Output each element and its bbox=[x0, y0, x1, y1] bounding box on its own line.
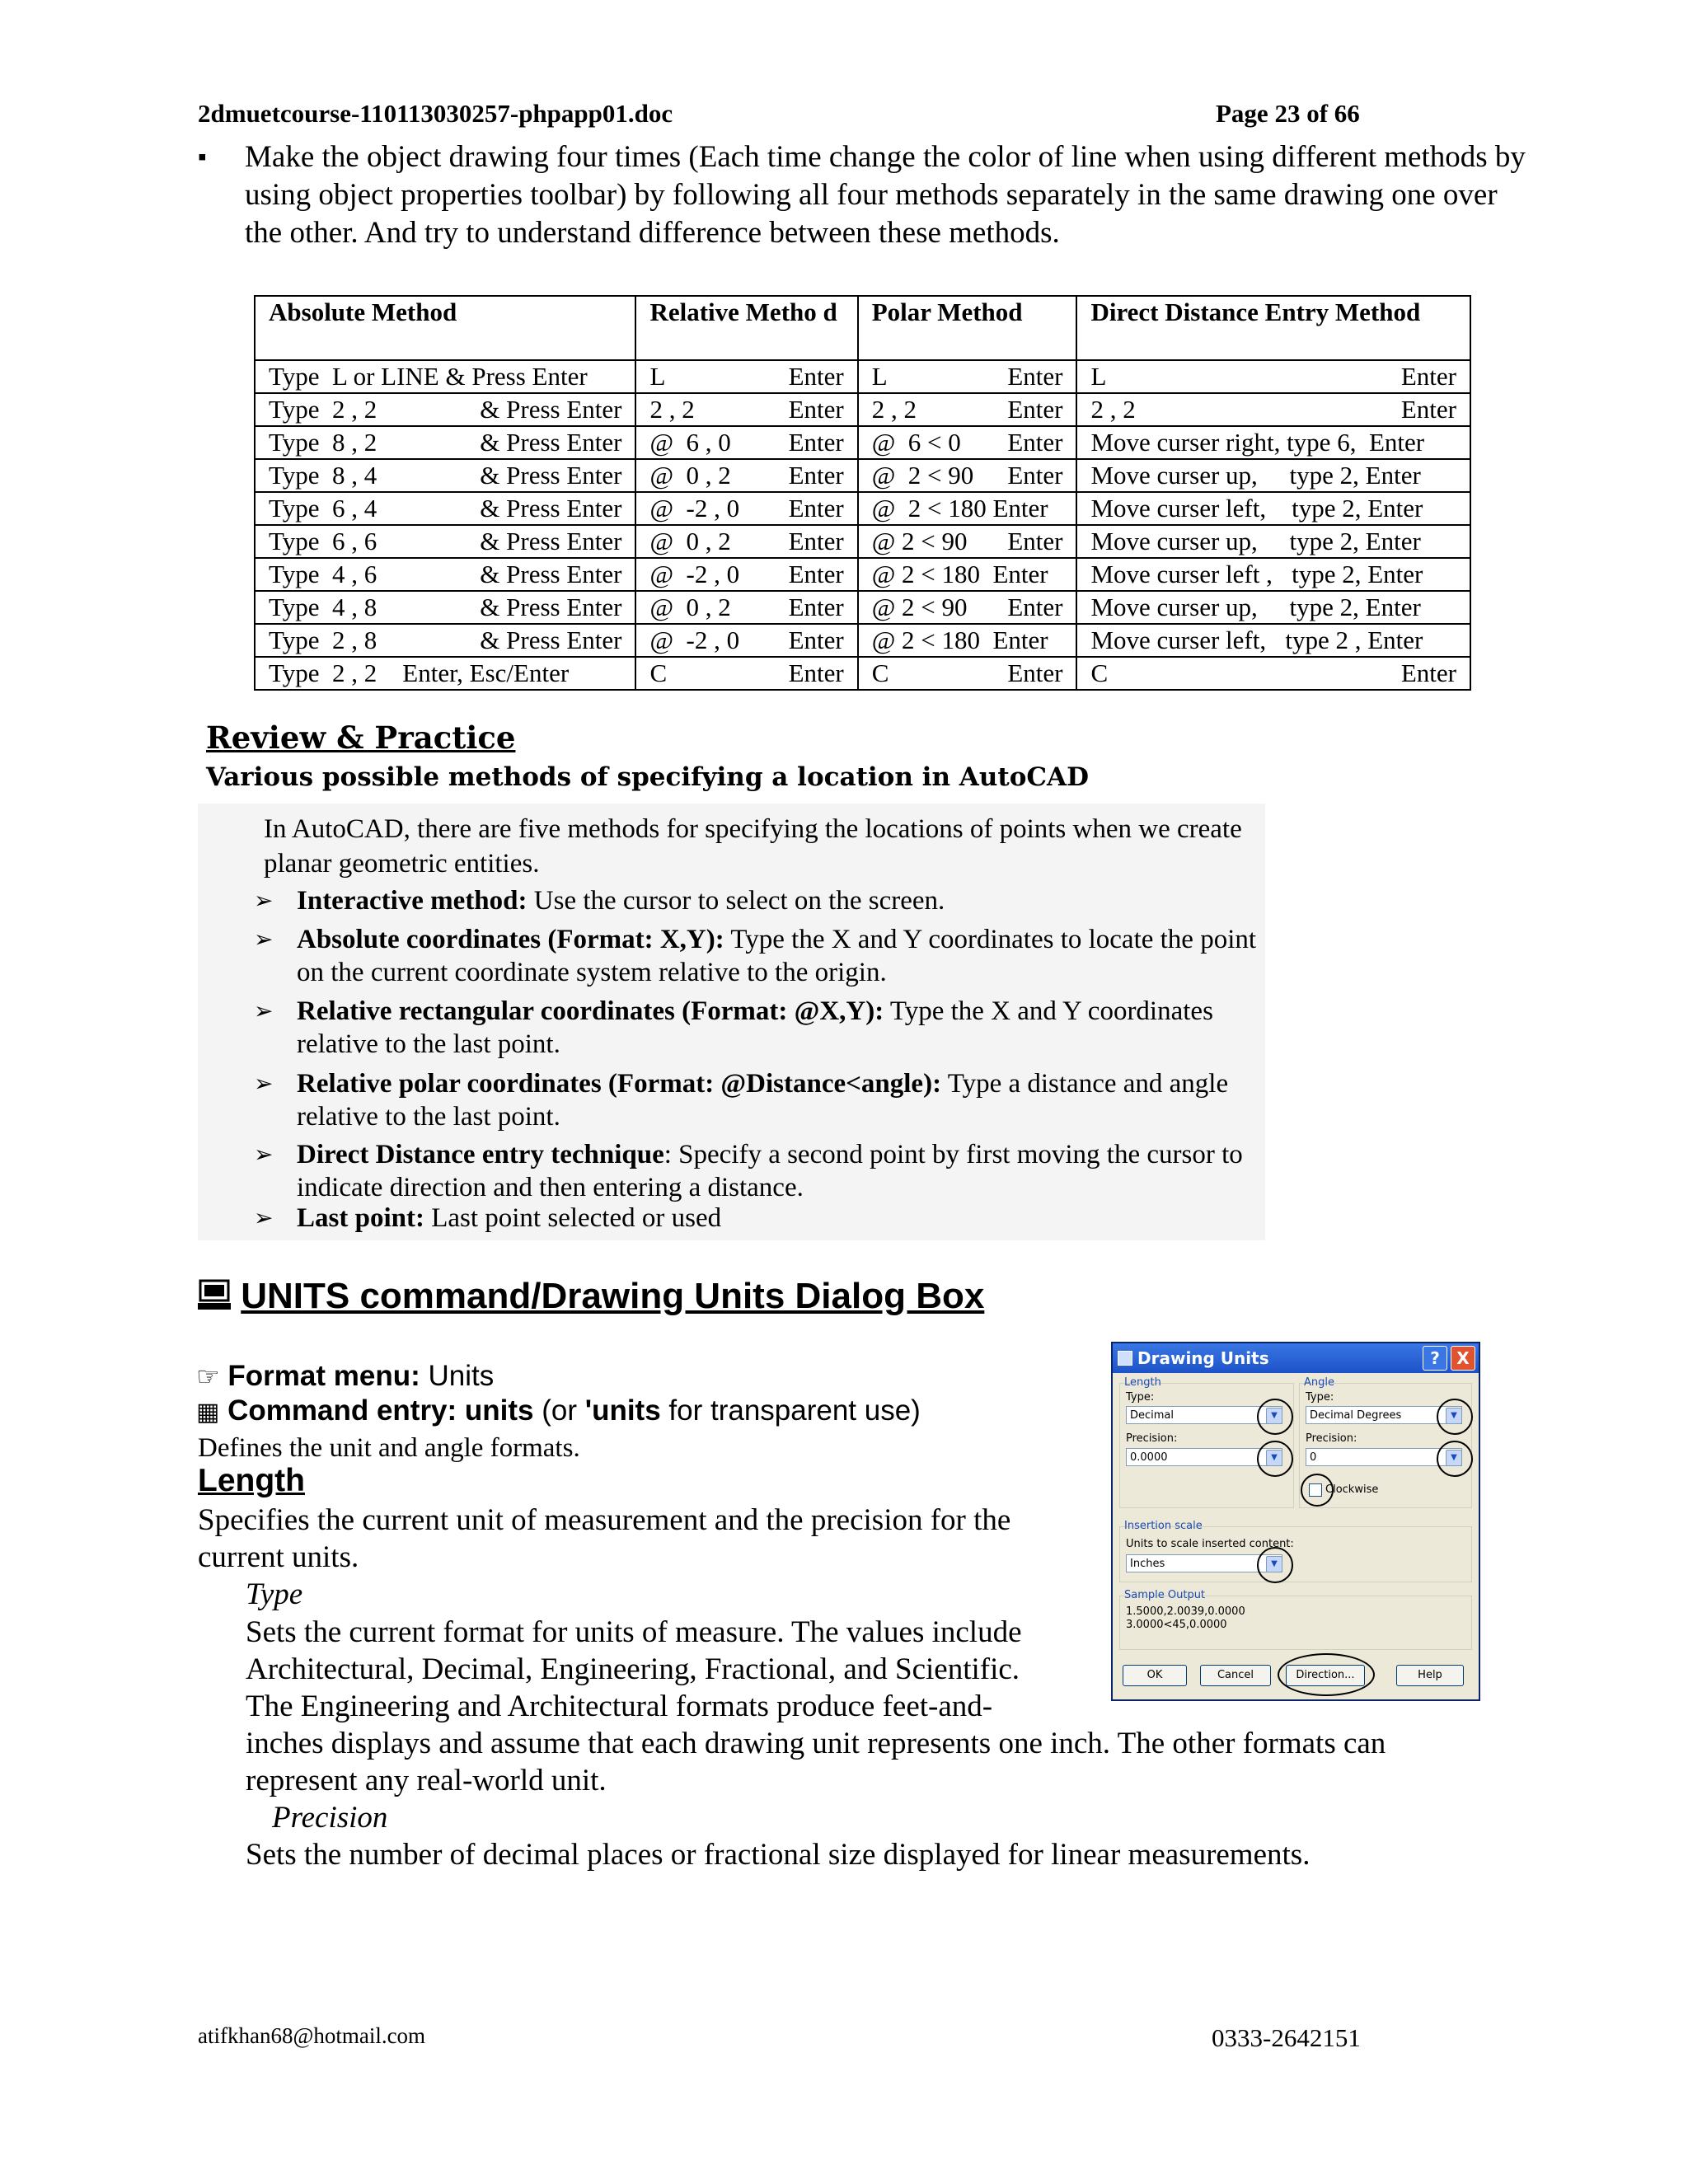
cell-text: @ -2 , 0 bbox=[649, 560, 740, 588]
review-item-desc: Type the X and Y coordinates relative to the last point. bbox=[297, 996, 1213, 1059]
review-item-text bbox=[297, 1202, 1265, 1235]
table-cell bbox=[255, 393, 635, 426]
table-cell bbox=[635, 624, 857, 657]
annotation-circle bbox=[1278, 1653, 1375, 1696]
units-title bbox=[198, 1276, 984, 1317]
drawing-units-dialog bbox=[1111, 1342, 1480, 1701]
length-type-label: Type: bbox=[1126, 1391, 1155, 1404]
type-desc-1: Sets the current format for units of measure. The values include bbox=[246, 1615, 1022, 1649]
cell-text: Type L or LINE & Press Enter bbox=[269, 362, 588, 391]
cell-action: Enter bbox=[1007, 658, 1063, 687]
cell-action: & Press Enter bbox=[480, 494, 622, 523]
table-cell bbox=[858, 558, 1077, 591]
page-number: Page 23 of 66 bbox=[1216, 99, 1360, 128]
cell-text: Move curser left , type 2, Enter bbox=[1090, 560, 1423, 588]
direction-button[interactable]: Direction... bbox=[1286, 1665, 1365, 1686]
units-title-text: UNITS command/Drawing Units Dialog Box bbox=[241, 1276, 985, 1316]
dialog-titlebar bbox=[1113, 1343, 1479, 1373]
table-cell bbox=[858, 657, 1077, 690]
command-entry-transparent: 'units bbox=[584, 1394, 661, 1427]
table-row bbox=[255, 657, 1470, 690]
table-cell bbox=[635, 393, 857, 426]
arrow-bullet-icon: ➢ bbox=[254, 887, 274, 914]
arrow-bullet-icon: ➢ bbox=[254, 926, 274, 953]
table-cell bbox=[255, 657, 635, 690]
cell-action: Enter bbox=[788, 461, 844, 490]
type-heading: Type bbox=[246, 1577, 303, 1611]
table-row bbox=[255, 393, 1470, 426]
annotation-circle bbox=[1257, 1441, 1293, 1477]
review-item-bold: Last point: bbox=[297, 1203, 424, 1233]
command-entry-text: (or bbox=[533, 1394, 585, 1427]
review-item-desc: Type the X and Y coordinates to locate the point on the current coordinate system relative to the origin. bbox=[297, 925, 1257, 987]
sample-output-2: 3.0000<45,0.0000 bbox=[1126, 1619, 1227, 1631]
review-subtitle: Various possible methods of specifying a location in AutoCAD bbox=[206, 762, 1089, 792]
cell-text: @ 0 , 2 bbox=[649, 461, 731, 490]
cell-action: Enter bbox=[788, 560, 844, 588]
table-cell bbox=[1076, 360, 1470, 393]
cell-action: Enter bbox=[1007, 395, 1063, 424]
cell-text: @ 2 < 180 Enter bbox=[871, 626, 1048, 654]
table-row bbox=[255, 591, 1470, 624]
table-cell bbox=[858, 459, 1077, 492]
length-precision-select[interactable]: 0.0000 bbox=[1126, 1448, 1282, 1466]
table-header-cell: Polar Method bbox=[858, 296, 1077, 360]
cell-action: & Press Enter bbox=[480, 593, 622, 621]
cell-action: Enter bbox=[788, 395, 844, 424]
cell-text: @ 2 < 180 Enter bbox=[871, 494, 1048, 523]
insertion-label: Units to scale inserted content: bbox=[1126, 1538, 1294, 1550]
cell-action: & Press Enter bbox=[480, 395, 622, 424]
cell-text: Type 2 , 8 bbox=[269, 626, 377, 654]
cell-action: & Press Enter bbox=[480, 527, 622, 555]
cell-text: Type 2 , 2 Enter, Esc/Enter bbox=[269, 658, 570, 687]
cell-text: C bbox=[871, 658, 889, 687]
cell-action: & Press Enter bbox=[480, 560, 622, 588]
arrow-bullet-icon: ➢ bbox=[254, 1141, 274, 1168]
insertion-group-label: Insertion scale bbox=[1124, 1520, 1203, 1532]
annotation-circle bbox=[1257, 1547, 1293, 1583]
cell-text: @ 2 < 90 bbox=[871, 461, 974, 490]
precision-desc: Sets the number of decimal places or fractional size displayed for linear measurements. bbox=[246, 1838, 1311, 1872]
table-row bbox=[255, 558, 1470, 591]
table-cell bbox=[635, 426, 857, 459]
help-button[interactable]: Help bbox=[1396, 1665, 1464, 1686]
table-cell bbox=[858, 492, 1077, 525]
cell-action: Enter bbox=[788, 428, 844, 457]
table-row bbox=[255, 525, 1470, 558]
cell-text: Move curser right, type 6, Enter bbox=[1090, 428, 1425, 457]
cell-text: L bbox=[649, 362, 666, 391]
cell-text: C bbox=[1090, 658, 1109, 687]
cell-action: Enter bbox=[1007, 428, 1063, 457]
cancel-button[interactable]: Cancel bbox=[1200, 1665, 1271, 1686]
table-cell bbox=[635, 492, 857, 525]
cell-text: Move curser up, type 2, Enter bbox=[1090, 593, 1421, 621]
cell-action: Enter bbox=[788, 593, 844, 621]
chevron-down-icon[interactable]: ▼ bbox=[1266, 1556, 1282, 1572]
table-cell bbox=[1076, 624, 1470, 657]
angle-type-label: Type: bbox=[1306, 1391, 1334, 1404]
cell-action: & Press Enter bbox=[480, 461, 622, 490]
cell-text: @ 0 , 2 bbox=[649, 527, 731, 555]
cell-text: @ -2 , 0 bbox=[649, 494, 740, 523]
length-group-label: Length bbox=[1124, 1376, 1161, 1389]
cell-text: Move curser left, type 2 , Enter bbox=[1090, 626, 1423, 654]
cell-text: @ 0 , 2 bbox=[649, 593, 731, 621]
arrow-bullet-icon: ➢ bbox=[254, 997, 274, 1024]
cell-action: Enter bbox=[788, 527, 844, 555]
review-item-desc: : Specify a second point by first moving the cursor to indicate direction and then entering a distance. bbox=[297, 1140, 1243, 1202]
table-cell bbox=[1076, 393, 1470, 426]
table-cell bbox=[858, 591, 1077, 624]
table-cell bbox=[858, 624, 1077, 657]
review-item-bold: Direct Distance entry technique bbox=[297, 1140, 664, 1169]
table-cell bbox=[635, 360, 857, 393]
command-entry-text-2: for transparent use) bbox=[660, 1394, 921, 1427]
table-cell bbox=[858, 525, 1077, 558]
table-cell bbox=[858, 393, 1077, 426]
table-cell bbox=[635, 558, 857, 591]
table-cell bbox=[255, 459, 635, 492]
type-desc-5: represent any real-world unit. bbox=[246, 1764, 607, 1797]
cell-text: @ -2 , 0 bbox=[649, 626, 740, 654]
annotation-circle bbox=[1437, 1399, 1473, 1435]
table-header-cell: Direct Distance Entry Method bbox=[1076, 296, 1470, 360]
table-cell bbox=[635, 657, 857, 690]
intro-bullet-text: Make the object drawing four times (Each time change the color of line when using different methods by using object properties toolbar) by following all four methods separately in the same drawing one over the other. And try to understand difference between these methods. bbox=[245, 140, 1526, 250]
cell-text: Type 4 , 6 bbox=[269, 560, 377, 588]
cell-action: Enter bbox=[1007, 362, 1063, 391]
cell-action: Enter bbox=[788, 362, 844, 391]
dialog-title: Drawing Units bbox=[1137, 1348, 1269, 1368]
cell-text: Type 6 , 4 bbox=[269, 494, 377, 523]
table-cell bbox=[1076, 525, 1470, 558]
cell-action: Enter bbox=[1007, 527, 1063, 555]
table-cell bbox=[1076, 657, 1470, 690]
table-cell bbox=[635, 591, 857, 624]
table-row bbox=[255, 360, 1470, 393]
table-cell bbox=[255, 360, 635, 393]
angle-type-select[interactable]: Decimal Degrees bbox=[1306, 1406, 1462, 1424]
cell-text: Type 4 , 8 bbox=[269, 593, 377, 621]
doc-filename: 2dmuetcourse-110113030257-phpapp01.doc bbox=[198, 99, 673, 128]
table-cell bbox=[255, 426, 635, 459]
table-cell bbox=[1076, 492, 1470, 525]
defines-text: Defines the unit and angle formats. bbox=[198, 1433, 580, 1463]
angle-group-label: Angle bbox=[1304, 1376, 1334, 1389]
cell-action: Enter bbox=[788, 658, 844, 687]
cell-text: L bbox=[871, 362, 888, 391]
review-item-bold: Relative rectangular coordinates (Format: @X,Y): bbox=[297, 996, 884, 1026]
table-cell bbox=[1076, 558, 1470, 591]
cell-text: 2 , 2 bbox=[871, 395, 917, 424]
footer-email: atifkhan68@hotmail.com bbox=[198, 2023, 426, 2048]
cell-action: Enter bbox=[788, 626, 844, 654]
cell-text: @ 2 < 90 bbox=[871, 527, 968, 555]
cell-action: Enter bbox=[1400, 658, 1456, 687]
review-item-desc: Type a distance and angle relative to the last point. bbox=[297, 1069, 1229, 1132]
close-titlebar-button[interactable]: X bbox=[1451, 1346, 1475, 1371]
table-cell bbox=[255, 624, 635, 657]
table-header-cell: Relative Metho d bbox=[635, 296, 857, 360]
cell-text: @ 2 < 90 bbox=[871, 593, 968, 621]
precision-heading: Precision bbox=[272, 1801, 388, 1835]
review-section bbox=[206, 719, 1089, 792]
angle-precision-label: Precision: bbox=[1306, 1432, 1357, 1445]
cell-action: & Press Enter bbox=[480, 428, 622, 457]
cell-action: Enter bbox=[1007, 593, 1063, 621]
length-heading: Length bbox=[198, 1463, 305, 1498]
review-item-text bbox=[297, 923, 1265, 989]
review-item-text bbox=[297, 1138, 1265, 1204]
command-entry-line bbox=[196, 1394, 921, 1427]
cell-text: Move curser left, type 2, Enter bbox=[1090, 494, 1423, 523]
cell-action: Enter bbox=[1400, 395, 1456, 424]
arrow-bullet-icon: ➢ bbox=[254, 1070, 274, 1097]
table-cell bbox=[255, 591, 635, 624]
table-row bbox=[255, 624, 1470, 657]
footer-phone: 0333-2642151 bbox=[1212, 2023, 1361, 2052]
chevron-down-icon[interactable]: ▼ bbox=[1266, 1450, 1282, 1466]
review-intro: In AutoCAD, there are five methods for specifying the locations of points when we create planar geometric entities. bbox=[264, 814, 1242, 879]
cell-action: Enter bbox=[788, 494, 844, 523]
annotation-circle bbox=[1257, 1399, 1293, 1435]
cell-text: @ 6 , 0 bbox=[649, 428, 731, 457]
table-cell bbox=[858, 426, 1077, 459]
type-desc-2: Architectural, Decimal, Engineering, Fractional, and Scientific. bbox=[246, 1652, 1020, 1686]
review-item-bold: Absolute coordinates (Format: X,Y): bbox=[297, 925, 724, 954]
cell-action: & Press Enter bbox=[480, 626, 622, 654]
table-cell bbox=[255, 525, 635, 558]
cell-text: @ 6 < 0 bbox=[871, 428, 961, 457]
chevron-down-icon[interactable]: ▼ bbox=[1266, 1408, 1282, 1424]
table-cell bbox=[1076, 426, 1470, 459]
review-item-text bbox=[297, 995, 1265, 1061]
cell-text: Type 6 , 6 bbox=[269, 527, 377, 555]
coord-methods-table bbox=[254, 295, 1471, 691]
table-cell bbox=[1076, 459, 1470, 492]
cell-text: Move curser up, type 2, Enter bbox=[1090, 461, 1421, 490]
cell-text: Type 8 , 4 bbox=[269, 461, 377, 490]
table-cell bbox=[858, 360, 1077, 393]
cell-action: Enter bbox=[1007, 461, 1063, 490]
cell-action: Enter bbox=[1400, 362, 1456, 391]
review-item-desc: Use the cursor to select on the screen. bbox=[527, 886, 945, 916]
format-menu-label: Format menu: bbox=[227, 1360, 420, 1392]
angle-precision-select[interactable]: 0 bbox=[1306, 1448, 1462, 1466]
cell-text: L bbox=[1090, 362, 1107, 391]
cell-text: Type 8 , 2 bbox=[269, 428, 377, 457]
type-desc-3: The Engineering and Architectural formats produce feet-and- bbox=[246, 1690, 993, 1723]
cell-text: 2 , 2 bbox=[649, 395, 695, 424]
ok-button[interactable]: OK bbox=[1123, 1665, 1187, 1686]
review-item-text bbox=[297, 884, 1265, 917]
review-item-bold: Interactive method: bbox=[297, 886, 528, 916]
table-cell bbox=[255, 492, 635, 525]
review-item-desc: Last point selected or used bbox=[424, 1203, 722, 1233]
cell-text: Move curser up, type 2, Enter bbox=[1090, 527, 1421, 555]
length-type-select[interactable]: Decimal bbox=[1126, 1406, 1282, 1424]
keyboard-icon: ▦ bbox=[196, 1398, 220, 1427]
length-desc: Specifies the current unit of measurement and the precision for the current units. bbox=[198, 1503, 1011, 1574]
clockwise-label: Clockwise bbox=[1325, 1483, 1379, 1496]
type-desc-4: inches displays and assume that each drawing unit represents one inch. The other formats can bbox=[246, 1727, 1386, 1760]
arrow-bullet-icon: ➢ bbox=[254, 1204, 274, 1231]
table-cell bbox=[255, 558, 635, 591]
dialog-app-icon bbox=[1118, 1351, 1132, 1366]
format-menu-value: Units bbox=[428, 1360, 495, 1392]
table-row bbox=[255, 492, 1470, 525]
menu-pointer-icon: ☞ bbox=[196, 1361, 220, 1392]
cell-text: 2 , 2 bbox=[1090, 395, 1136, 424]
command-entry-label: Command entry: units bbox=[227, 1394, 534, 1427]
review-item-text bbox=[297, 1067, 1265, 1133]
table-cell bbox=[635, 525, 857, 558]
annotation-circle bbox=[1437, 1441, 1473, 1477]
cell-text: @ 2 < 180 Enter bbox=[871, 560, 1048, 588]
chevron-down-icon[interactable]: ▼ bbox=[1446, 1408, 1462, 1424]
cell-text: C bbox=[649, 658, 668, 687]
review-item-bold: Relative polar coordinates (Format: @Distance<angle): bbox=[297, 1069, 942, 1099]
cell-text: Type 2 , 2 bbox=[269, 395, 377, 424]
bullet-square-icon: ▪ bbox=[198, 143, 207, 171]
table-cell bbox=[1076, 591, 1470, 624]
review-title: Review & Practice bbox=[206, 719, 516, 756]
help-titlebar-button[interactable]: ? bbox=[1423, 1346, 1447, 1371]
length-precision-label: Precision: bbox=[1126, 1432, 1178, 1445]
table-row bbox=[255, 426, 1470, 459]
chevron-down-icon[interactable]: ▼ bbox=[1446, 1450, 1462, 1466]
sample-output-1: 1.5000,2.0039,0.0000 bbox=[1126, 1605, 1245, 1618]
table-cell bbox=[635, 459, 857, 492]
insertion-scale-select[interactable]: Inches bbox=[1126, 1554, 1282, 1572]
sample-group-label: Sample Output bbox=[1124, 1589, 1206, 1601]
computer-icon bbox=[198, 1278, 231, 1311]
table-row bbox=[255, 459, 1470, 492]
table-header-cell: Absolute Method bbox=[255, 296, 635, 360]
format-menu-line bbox=[196, 1360, 494, 1393]
